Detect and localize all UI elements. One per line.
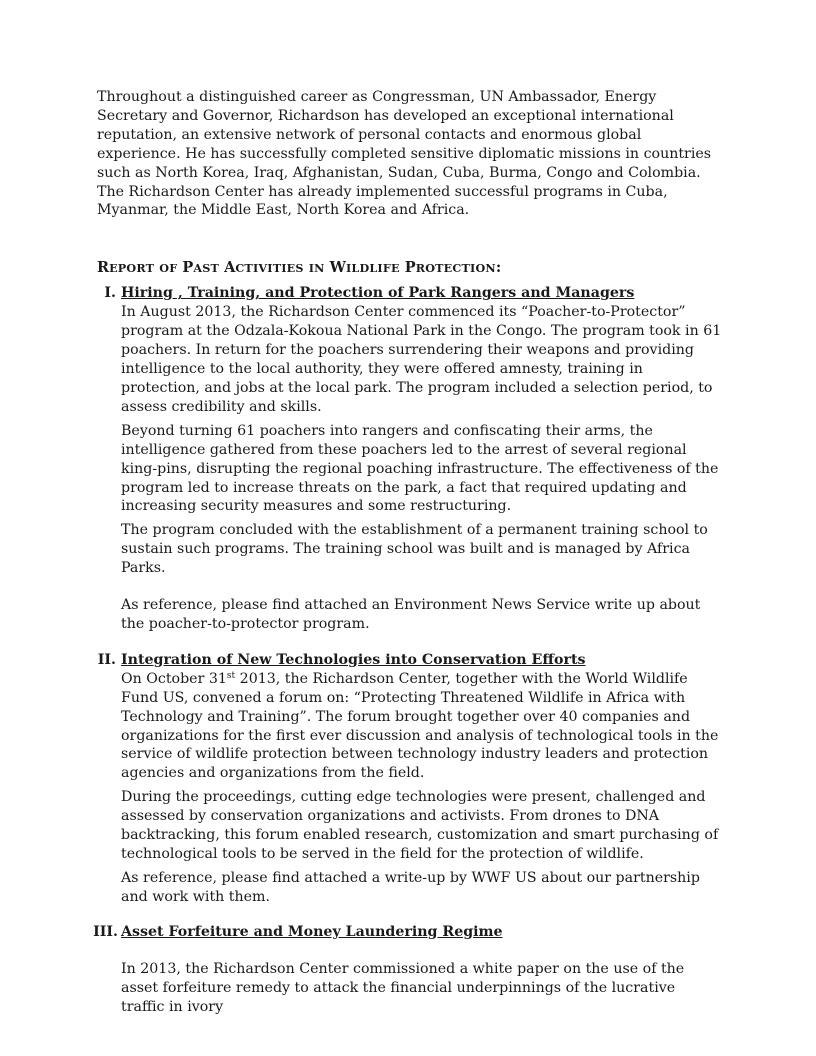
section-paragraph: As reference, please find attached a write-up by WWF US about our partnership and work with them. [121,869,700,905]
intro-paragraph: Throughout a distinguished career as Congressman, UN Ambassador, Energy Secretary and Governor, Richardson has developed an exceptional international reputation, an extensive network of personal contacts and enormous global experience. He has successfully completed sensitive diplomatic missions in countries such as North Korea, Iraq, Afghanistan, Sudan, Cuba, Burma, Congo and Colombia. The Richardson Center has already implemented successful programs in Cuba, Myanmar, the Middle East, North Korea and Africa. [97,89,712,219]
section-paragraph: In 2013, the Richardson Center commissioned a white paper on the use of the asset forfeiture remedy to attack the financial underpinnings of the lucrative traffic in ivory [121,960,685,1015]
section-heading [97,651,723,670]
report-heading: REPORT OF PAST ACTIVITIES IN WILDLIFE PROTECTION: [97,259,502,277]
section-paragraph: In August 2013, the Richardson Center commenced its “Poacher-to-Protector” program at the Odzala-Kokoua National Park in the Congo. The program took in 61 poachers. In return for the poachers surrendering their weapons and providing intelligence to the local authority, they were offered amnesty, training in protection, and jobs at the local park. The program included a selection period, to assess credibility and skills. [121,304,722,415]
section-numeral: I. [104,285,116,302]
section-paragraph: Beyond turning 61 poachers into rangers and confiscating their arms, the intelligence gathered from these poachers led to the arrest of several regional king-pins, disrupting the regional poaching infrastructure. The effectiveness of the program led to increase threats on the park, a fact that required updating and increasing security measures and some restructuring. [121,422,719,515]
section-technologies [97,651,723,907]
section-rangers [97,284,723,634]
section-paragraph: As reference, please find attached an Environment News Service write up about the poacher-to-protector program. [121,597,701,632]
section-numeral: III. [93,923,118,940]
section-paragraph: The program concluded with the establishment of a permanent training school to sustain such programs. The training school was built and is managed by Africa Parks. [121,522,708,577]
section-heading [93,923,723,942]
section-paragraph: On October 31st 2013, the Richardson Center, together with the World Wildlife Fund US, convened a forum on: “Protecting Threatened Wildlife in Africa with Technology and Training”. The forum brought together over 40 companies and organizations for the first ever discussion and analysis of technological tools in the service of wildlife protection between technology industry leaders and protection agencies and organizations from the field. [121,670,719,782]
section-title: Integration of New Technologies into Conservation Efforts [121,651,586,668]
document-page [93,88,723,1016]
section-numeral: II. [97,651,116,668]
section-title: Hiring , Training, and Protection of Park Rangers and Managers [121,285,635,302]
section-asset-forfeiture [93,923,723,1017]
section-title: Asset Forfeiture and Money Laundering Regime [121,923,503,940]
section-heading [104,284,723,303]
section-paragraph: During the proceedings, cutting edge technologies were present, challenged and assessed by conservation organizations and activists. From drones to DNA backtracking, this forum enabled research, customization and smart purchasing of technological tools to be served in the field for the protection of wildlife. [121,789,719,862]
